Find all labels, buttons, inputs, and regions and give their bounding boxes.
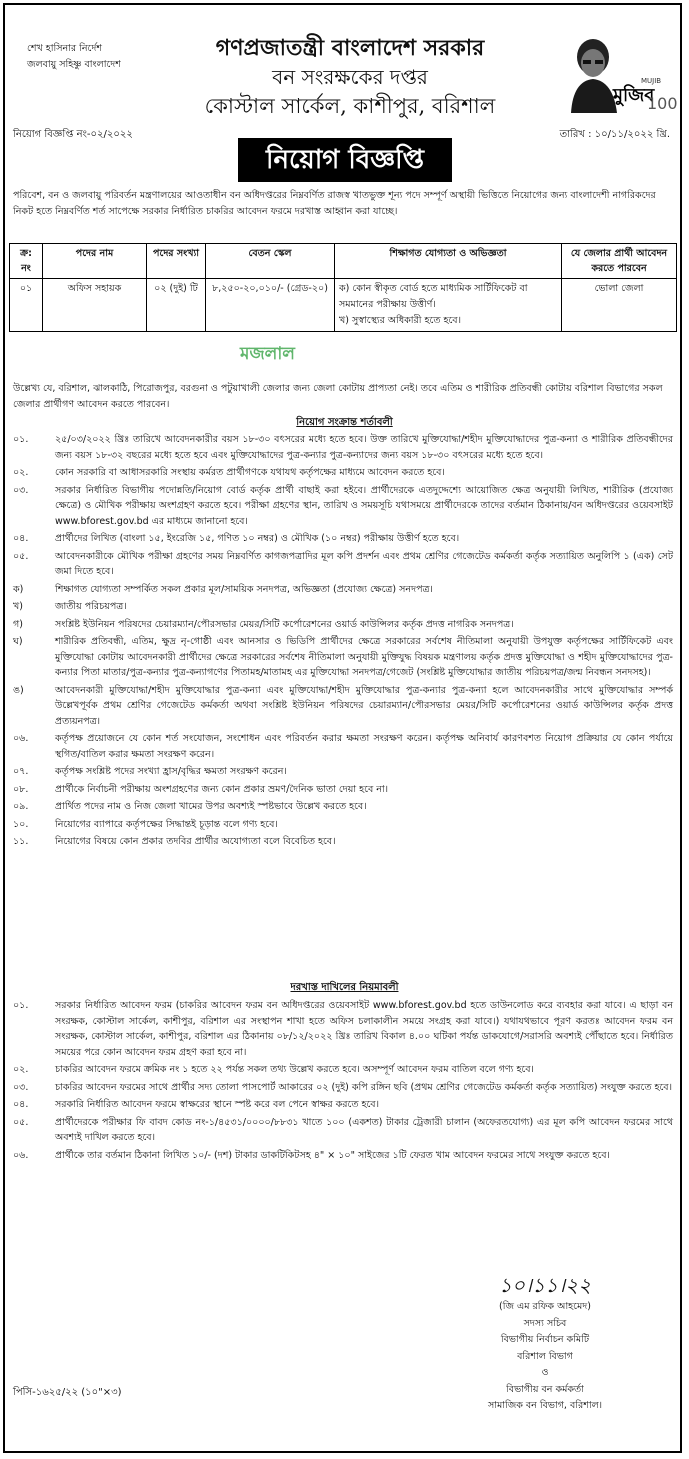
signatory-role-5: বিভাগীয় বন কর্মকর্তা [506, 1383, 584, 1395]
item-text: নিয়োগের বিষয়ে কোন প্রকার তদবির প্রার্থীর অযোগ্যতা বলে বিবেচিত হবে। [55, 836, 336, 847]
list-item [13, 998, 673, 1060]
notice-page [3, 3, 682, 1453]
list-item [13, 1148, 673, 1164]
watermark: মজলাল [240, 344, 295, 364]
col-pay-scale: বেতন স্কেল [206, 244, 335, 279]
logo-100: 100 [647, 94, 678, 113]
col-qualification: শিক্ষাগত যোগ্যতা ও অভিজ্ঞতা [335, 244, 562, 279]
list-item [13, 531, 673, 547]
item-number: ০৮. [13, 783, 29, 795]
logo-mujib-bangla: মুজিব [613, 85, 655, 106]
item-text: ২৫/০৩/২০২২ খ্রিঃ তারিখে আবেদনকারীর বয়স ১৮-৩০ বৎসরের মধ্যে হতে হবে। উক্ত তারিখে মুক্তিযোদ্ধা/শহীদ মুক্তিযোদ্ধাদের পুত্র-কন্যা ও শারীরিক প্রতিবন্ধীদের জন্য বয়স ১৮-৩২ বছরের মধ্যে হতে হবে এবং মুক্তিযোদ্ধাদের পুত্র-কন্যার পুত্র-কন্যাদের জন্য বয়স ১৮-৩০ বৎসরের মধ্যে হতে হবে। [55, 434, 673, 461]
list-item [13, 782, 673, 798]
notice-number: নিয়োগ বিজ্ঞপ্তি নং-০২/২০২২ [13, 129, 133, 140]
item-text: কোন সরকারি বা আধাসরকারি সংস্থায় কর্মরত প্রার্থীগণকে যথাযথ কর্তৃপক্ষের মাধ্যমে আবেদন করতে হবে। [55, 467, 445, 478]
quota-note: উল্লেখ্য যে, বরিশাল, ঝালকাঠি, পিরোজপুর, বরগুনা ও পটুয়াখালী জেলার জন্য জেলা কোটায় প্রাপ্যতা নেই। তবে এতিম ও শারীরিক প্রতিবন্ধী কোটায় বরিশাল বিভাগের সকল জেলার প্রার্থীগণ আবেদন করতে পারবেন। [13, 383, 663, 410]
item-text: জাতীয় পরিচয়পত্র। [55, 601, 127, 612]
item-number: ঘ) [13, 636, 23, 647]
item-text: প্রার্থীকে তার বর্তমান ঠিকানা লিখিত ১০/- (দশ) টাকার ডাকটিকিটসহ ৪" × ১০" সাইজের ১টি ফেরত খাম আবেদন ফরমের সাথে সংযুক্ত করতে হবে। [55, 1149, 610, 1161]
slogan-line-1: শেখ হাসিনার নির্দেশ [27, 43, 102, 54]
signatory-role-6: সামাজিক বন বিভাগ, বরিশাল। [487, 1400, 603, 1411]
cell-district: ভোলা জেলা [562, 279, 677, 332]
item-text: চাকরির আবেদন ফরমের সাথে প্রার্থীর সদ্য তোলা পাসপোর্ট আকারের ০২ (দুই) কপি রঙ্গিন ছবি (প্রথম শ্রেণির গেজেটেড কর্মকর্তা কর্তৃক সত্যায়িত) সংযুক্ত করতে হবে। [55, 1081, 672, 1093]
item-number: ০৫. [13, 550, 29, 562]
qualification-b: খ) সুস্বাস্থ্যের অধিকারী হতে হবে। [339, 315, 461, 326]
item-text: শিক্ষাগত যোগ্যতা সম্পর্কিত সকল প্রকার মূল/সাময়িক সনদপত্র, অভিজ্ঞতা (প্রযোজ্য ক্ষেত্রে) সনদপত্র। [55, 583, 433, 595]
item-number: ০৬. [13, 1149, 29, 1161]
item-text: কর্তৃপক্ষ সংশ্লিষ্ট পদের সংখ্যা হ্রাস/বৃদ্ধির ক্ষমতা সংরক্ষণ করেন। [55, 766, 287, 777]
signature: ১০।১১।২২ [498, 1273, 592, 1297]
slogan-line-2: জলবায়ু সহিষ্ণু বাংলাদেশ [27, 59, 121, 70]
list-item [13, 582, 673, 598]
list-item [13, 817, 673, 833]
item-text: সরকার নির্ধারিত আবেদন ফরম (চাকরির আবেদন ফরম বন অধিদপ্তরের ওয়েবসাইট www.bforest.gov.bd হতে ডাউনলোড করে ব্যবহার করা যাবে। এ ছাড়া বন সংরক্ষক, কোস্টাল সার্কেল, কাশীপুর, বরিশাল এর সংস্থাপন শাখা হতে অফিস চলাকালীন সময়ে সংগ্রহ করা যাবে।) যথাযথভাবে পূরণ করতঃ আবেদন ফরম বন সংরক্ষক, কোস্টাল সার্কেল, কাশীপুর, বরিশাল এর ঠিকানায় ০৮/১২/২০২২ খ্রিঃ তারিখ বিকাল ৪.০০ ঘটিকা পর্যন্ত ডাকযোগে/সরাসরি অবশ্যই পৌঁছাতে হবে। নির্ধারিত সময়ের পরে কোন আবেদন ফরম গ্রহণ করা হবে না। [55, 1000, 673, 1058]
item-number: ০৩. [13, 484, 29, 496]
list-item [13, 1062, 673, 1078]
item-number: ১১. [13, 836, 29, 847]
item-number: ১০. [13, 818, 29, 830]
office-heading [155, 33, 545, 121]
item-text: সরকার নির্ধারিত বিভাগীয় পদোন্নতি/নিয়োগ বোর্ড কর্তৃক প্রার্থী বাছাই করা হইবে। প্রার্থীদেরকে এতদুদ্দেশ্যে আয়োজিত ক্ষেত্র অনুযায়ী লিখিত, শারীরিক (প্রযোজ্য ক্ষেত্রে) ও মৌখিক পরীক্ষায় অংশগ্রহণ করতে হবে। পরীক্ষা গ্রহণের স্থান, তারিখ ও সময়সূচি যথাসময়ে প্রার্থীদেরকে তাদের বর্তমান ঠিকানায়/বন অধিদপ্তরের ওয়েবসাইট www.bforest.gov.bd এর মাধ্যমে জানানো হবে। [55, 484, 673, 527]
list-item [13, 599, 673, 615]
publication-code: পিসি-১৬২৫/২২ (১০"×৩) [13, 1387, 122, 1398]
cell-post-name: অফিস সহায়ক [43, 279, 147, 332]
item-text: চাকরির আবেদন ফরমে ক্রমিক নং ১ হতে ২২ পর্যন্ত সকল তথ্য উল্লেখ করতে হবে। অসম্পূর্ণ আবেদন ফরম বাতিল বলে গণ্য হবে। [55, 1064, 534, 1075]
table-header-row [10, 244, 677, 279]
item-number: ০৫. [13, 1116, 29, 1128]
col-serial: ক্র: নং [10, 244, 43, 279]
conditions-title: নিয়োগ সংক্রান্ত শর্তাবলী [296, 417, 393, 428]
item-text: শারীরিক প্রতিবন্ধী, এতিম, ক্ষুদ্র নৃ-গোষ্ঠী এবং আনসার ও ভিডিপি প্রার্থীদের ক্ষেত্রে সরকারের সর্বশেষ নীতিমালা অনুযায়ী উপযুক্ত কর্তৃপক্ষের সার্টিফিকেট এবং মুক্তিযোদ্ধা কোটায় আবেদনকারী প্রার্থীদের ক্ষেত্রে সরকারের সর্বশেষ নীতিমালা অনুযায়ী মুক্তিযুদ্ধ বিষয়ক মন্ত্রণালয় কর্তৃক প্রদত্ত মুক্তিযোদ্ধা ও শহীদ মুক্তিযোদ্ধাদের পুত্র-কন্যার পিতা মাতার/পুত্র-কন্যার পুত্র-কন্যাগণের পিতামহ/মাতামহ এর মুক্তিযোদ্ধা সনদপত্র/গেজেট (সংশ্লিষ্ট মুক্তিযোদ্ধার জাতীয় পরিচয়পত্র/জন্ম নিবন্ধন সনদসহ)। [55, 636, 673, 678]
item-text: আবেদনকারী মুক্তিযোদ্ধা/শহীদ মুক্তিযোদ্ধার পুত্র-কন্যা এবং মুক্তিযোদ্ধা/শহীদ মুক্তিযোদ্ধার পুত্র-কন্যার পুত্র-কন্যা হলে আবেদনকারীর সাথে মুক্তিযোদ্ধার সম্পর্ক উল্লেখপূর্বক প্রথম শ্রেণির গেজেটেড কর্মকর্তা অথবা সংশ্লিষ্ট ইউনিয়ন পরিষদের চেয়ারম্যান/পৌরসভার মেয়র/সিটি কর্পোরেশনের ওয়ার্ড কাউন্সিলর কর্তৃক প্রদত্ত প্রত্যয়নপত্র। [55, 684, 673, 727]
slogan [27, 41, 121, 73]
rules-title: দরখাস্ত দাখিলের নিয়মাবলী [290, 982, 399, 993]
list-item [13, 549, 673, 580]
list-item [13, 799, 673, 815]
item-text: সরকারি নির্ধারিত আবেদন ফরমে স্বাক্ষরের স্থানে স্পষ্ট করে বল পেনে স্বাক্ষর করতে হবে। [55, 1099, 379, 1110]
list-item [13, 617, 673, 633]
signatory-role-1: সদস্য সচিব [523, 1317, 567, 1329]
notice-date: তারিখ : ১০/১১/২০২২ খ্রি. [559, 129, 670, 140]
item-number: ০২. [13, 1064, 29, 1075]
list-item [13, 764, 673, 780]
cell-serial: ০১ [10, 279, 43, 332]
item-number: ০৬. [13, 733, 29, 744]
logo-mujib-latin: MUJIB [641, 77, 662, 85]
item-number: ০৯. [13, 801, 29, 812]
signature-block [425, 1271, 665, 1415]
col-post-count: পদের সংখ্যা [147, 244, 206, 279]
item-number: খ) [13, 601, 23, 612]
intro-paragraph: পরিবেশ, বন ও জলবায়ু পরিবর্তন মন্ত্রণালয়ের আওতাধীন বন অধিদপ্তরের নিম্নবর্ণিত রাজস্ব খাতভুক্ত শূন্য পদে সম্পূর্ণ অস্থায়ী ভিত্তিতে নিয়োগের জন্য বাংলাদেশী নাগরিকদের নিকট হতে নিম্নবর্ণিত শর্ত সাপেক্ষে সরকার নির্ধারিত চাকরির আবেদন ফরমে দরখাস্ত আহ্বান করা যাচ্ছে। [13, 190, 656, 217]
item-number: ০৩. [13, 1081, 29, 1093]
government-name: গণপ্রজাতন্ত্রী বাংলাদেশ সরকার [215, 35, 485, 61]
list-item [13, 1080, 673, 1096]
item-text: সংশ্লিষ্ট ইউনিয়ন পরিষদের চেয়ারম্যান/পৌরসভার মেয়র/সিটি কর্পোরেশনের ওয়ার্ড কাউন্সিলর কর্তৃক প্রদত্ত নাগরিক সনদপত্র। [55, 618, 514, 630]
item-number: ০৭. [13, 766, 29, 777]
item-text: আবেদনকারীকে মৌখিক পরীক্ষা গ্রহণের সময় নিম্নবর্ণিত কাগজপত্রাদির মূল কপি প্রদর্শন এবং প্রথম শ্রেণির গেজেটেড কর্মকর্তা কর্তৃক সত্যায়িত অনুলিপি ১ (এক) সেট জমা দিতে হবে। [55, 550, 673, 577]
notice-title: নিয়োগ বিজ্ঞপ্তি [238, 138, 452, 182]
list-item [13, 432, 673, 463]
signatory-role-2: বিভাগীয় নির্বাচন কমিটি [500, 1334, 590, 1345]
qualification-a: ক) কোন স্বীকৃত বোর্ড হতে মাধ্যমিক সার্টিফিকেট বা সমমানের পরীক্ষায় উত্তীর্ণ। [339, 283, 528, 310]
list-item [13, 834, 673, 850]
cell-post-count: ০২ (দুই) টি [147, 279, 206, 332]
cell-qualification [335, 279, 562, 332]
item-number: ০১. [13, 434, 29, 445]
signatory-role-4: ও [541, 1367, 549, 1378]
office-address: কোস্টাল সার্কেল, কাশীপুর, বরিশাল [204, 94, 496, 118]
list-item [13, 1097, 673, 1113]
item-text: প্রার্থিত পদের নাম ও নিজ জেলা খামের উপর অবশ্যই স্পষ্টভাবে উল্লেখ করতে হবে। [55, 801, 367, 812]
item-text: প্রার্থীকে নির্বাচনী পরীক্ষায় অংশগ্রহণের জন্য কোন প্রকার ভ্রমণ/দৈনিক ভাতা দেয়া হবে না। [55, 783, 389, 795]
list-item [13, 483, 673, 530]
item-text: প্রার্থীদের লিখিত (বাংলা ১৫, ইংরেজি ১৫, গণিত ১০ নম্বর) ও মৌখিক (১০ নম্বর) পরীক্ষায় উত্তীর্ণ হতে হবে। [55, 533, 460, 544]
item-number: গ) [13, 618, 23, 630]
table-row [10, 279, 677, 332]
list-item [13, 731, 673, 762]
list-item [13, 465, 673, 481]
item-number: ক) [13, 583, 24, 595]
list-item [13, 634, 673, 681]
item-number: ঙ) [13, 684, 24, 696]
posts-table [9, 243, 677, 332]
col-district: যে জেলার প্রার্থী আবেদন করতে পারবেন [562, 244, 677, 279]
signatory-role-3: বরিশাল বিভাগ [517, 1350, 573, 1362]
item-number: ০১. [13, 1000, 29, 1011]
signatory-name: (জি এম রফিক আহমেদ) [499, 1301, 591, 1312]
cell-pay-scale: ৮,২৫০-২০,০১০/- (গ্রেড-২০) [206, 279, 335, 332]
list-item [13, 683, 673, 730]
item-text: প্রার্থীদেরকে পরীক্ষার ফি বাবদ কোড নং-১/৪৫৩১/০০০০/৮৮৩১ খাতে ১০০ (একশত) টাকার ট্রেজারী চালান (অফেরতযোগ্য) এর মূল কপি আবেদন ফরমের সাথে অবশ্যই দাখিল করতে হবে। [55, 1116, 673, 1143]
office-name: বন সংরক্ষকের দপ্তর [272, 65, 428, 89]
rules-list [13, 998, 673, 1165]
item-text: কর্তৃপক্ষ প্রয়োজনে যে কোন শর্ত সংযোজন, সংশোধন এবং পরিবর্তন করার ক্ষমতা সংরক্ষণ করেন। কর্তৃপক্ষ অনিবার্য কারণবশত নিয়োগ প্রক্রিয়ার যে কোন পর্যায়ে স্থগিত/বাতিল করার ক্ষমতা সংরক্ষণ করেন। [55, 733, 673, 760]
mujib-100-logo [553, 31, 678, 113]
col-post-name: পদের নাম [43, 244, 147, 279]
item-number: ০৪. [13, 533, 29, 544]
item-text: নিয়োগের ব্যাপারে কর্তৃপক্ষের সিদ্ধান্তই চূড়ান্ত বলে গণ্য হবে। [55, 818, 278, 830]
item-number: ০২. [13, 467, 29, 478]
list-item [13, 1115, 673, 1146]
conditions-list [13, 432, 673, 852]
item-number: ০৪. [13, 1099, 29, 1110]
